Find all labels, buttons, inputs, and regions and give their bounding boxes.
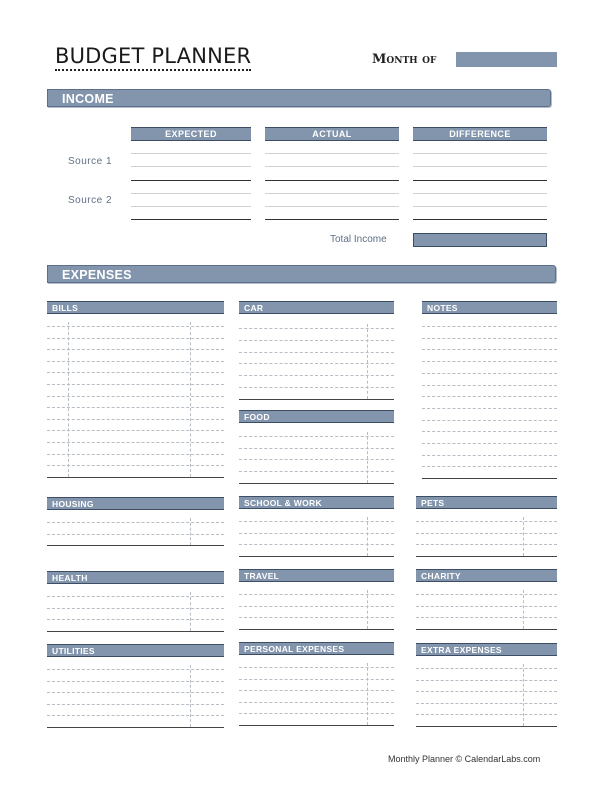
income-line — [131, 219, 251, 220]
ruled-line — [47, 396, 224, 397]
total-income-field[interactable] — [413, 233, 547, 247]
column-divider — [367, 517, 368, 556]
column-divider — [190, 665, 191, 727]
ruled-line — [422, 385, 557, 386]
ruled-line — [47, 727, 224, 728]
ruled-line — [239, 667, 394, 668]
income-line — [131, 180, 251, 181]
ruled-line — [416, 629, 557, 630]
ruled-line — [47, 545, 224, 546]
ruled-line — [239, 483, 394, 484]
ruled-line — [422, 349, 557, 350]
ruled-line — [239, 448, 394, 449]
income-line — [413, 166, 547, 167]
ruled-line — [47, 681, 224, 682]
ruled-line — [47, 338, 224, 339]
food-header: FOOD — [239, 410, 394, 423]
ruled-line — [47, 384, 224, 385]
total-income-label: Total Income — [330, 234, 387, 245]
source-1-label: Source 1 — [68, 156, 113, 167]
income-section-header: INCOME — [47, 89, 551, 107]
ruled-line — [47, 419, 224, 420]
pets-header: PETS — [416, 496, 557, 509]
ruled-line — [239, 436, 394, 437]
ruled-line — [416, 556, 557, 557]
travel-header: TRAVEL — [239, 569, 394, 582]
ruled-line — [239, 544, 394, 545]
ruled-line — [416, 680, 557, 681]
school-work-header: SCHOOL & WORK — [239, 496, 394, 509]
ruled-line — [239, 606, 394, 607]
column-divider — [190, 592, 191, 631]
ruled-line — [422, 338, 557, 339]
ruled-line — [239, 375, 394, 376]
ruled-line — [47, 522, 224, 523]
income-line — [131, 166, 251, 167]
ruled-line — [239, 679, 394, 680]
ruled-line — [47, 608, 224, 609]
ruled-line — [47, 669, 224, 670]
ruled-line — [239, 328, 394, 329]
ruled-line — [47, 407, 224, 408]
ruled-line — [239, 594, 394, 595]
ruled-line — [47, 349, 224, 350]
ruled-line — [239, 725, 394, 726]
income-line — [131, 153, 251, 154]
ruled-line — [47, 534, 224, 535]
column-divider — [190, 518, 191, 545]
ruled-line — [47, 596, 224, 597]
income-line — [413, 153, 547, 154]
column-divider — [523, 590, 524, 629]
month-field[interactable] — [456, 52, 557, 67]
health-header: HEALTH — [47, 571, 224, 584]
notes-header: NOTES — [422, 301, 557, 314]
ruled-line — [422, 326, 557, 327]
column-divider — [68, 322, 69, 477]
income-line — [131, 193, 251, 194]
difference-column-header: DIFFERENCE — [413, 127, 547, 141]
income-line — [413, 219, 547, 220]
ruled-line — [422, 396, 557, 397]
income-line — [413, 206, 547, 207]
column-divider — [367, 432, 368, 483]
ruled-line — [422, 455, 557, 456]
utilities-header: UTILITIES — [47, 644, 224, 657]
ruled-line — [239, 521, 394, 522]
ruled-line — [422, 373, 557, 374]
housing-header: HOUSING — [47, 497, 224, 510]
extra-expenses-header: EXTRA EXPENSES — [416, 643, 557, 656]
ruled-line — [47, 372, 224, 373]
ruled-line — [239, 387, 394, 388]
footer-credit: Monthly Planner © CalendarLabs.com — [388, 754, 541, 764]
ruled-line — [422, 408, 557, 409]
ruled-line — [239, 352, 394, 353]
ruled-line — [239, 363, 394, 364]
column-divider — [190, 322, 191, 477]
income-line — [265, 180, 399, 181]
income-line — [265, 153, 399, 154]
income-line — [131, 206, 251, 207]
ruled-line — [416, 617, 557, 618]
ruled-line — [239, 533, 394, 534]
ruled-line — [416, 691, 557, 692]
income-line — [265, 193, 399, 194]
ruled-line — [416, 714, 557, 715]
ruled-line — [239, 556, 394, 557]
ruled-line — [416, 668, 557, 669]
income-line — [413, 180, 547, 181]
expected-column-header: EXPECTED — [131, 127, 251, 141]
ruled-line — [47, 454, 224, 455]
ruled-line — [47, 442, 224, 443]
ruled-line — [422, 361, 557, 362]
ruled-line — [239, 399, 394, 400]
ruled-line — [47, 430, 224, 431]
income-line — [265, 219, 399, 220]
ruled-line — [422, 420, 557, 421]
car-header: CAR — [239, 301, 394, 314]
ruled-line — [416, 703, 557, 704]
ruled-line — [422, 431, 557, 432]
ruled-line — [47, 715, 224, 716]
ruled-line — [422, 443, 557, 444]
column-divider — [523, 517, 524, 556]
ruled-line — [416, 594, 557, 595]
expenses-section-header: EXPENSES — [47, 265, 556, 283]
ruled-line — [47, 477, 224, 478]
ruled-line — [416, 533, 557, 534]
ruled-line — [416, 521, 557, 522]
column-divider — [523, 664, 524, 726]
ruled-line — [47, 326, 224, 327]
ruled-line — [239, 471, 394, 472]
ruled-line — [47, 631, 224, 632]
ruled-line — [47, 692, 224, 693]
income-line — [265, 206, 399, 207]
charity-header: CHARITY — [416, 569, 557, 582]
ruled-line — [47, 465, 224, 466]
bills-header: BILLS — [47, 301, 224, 314]
ruled-line — [239, 690, 394, 691]
ruled-line — [239, 702, 394, 703]
column-divider — [367, 324, 368, 399]
ruled-line — [422, 478, 557, 479]
ruled-line — [239, 459, 394, 460]
ruled-line — [416, 726, 557, 727]
column-divider — [367, 590, 368, 629]
ruled-line — [239, 340, 394, 341]
ruled-line — [416, 606, 557, 607]
ruled-line — [47, 361, 224, 362]
income-line — [265, 166, 399, 167]
ruled-line — [239, 629, 394, 630]
ruled-line — [416, 544, 557, 545]
ruled-line — [239, 713, 394, 714]
ruled-line — [47, 704, 224, 705]
month-label: Month of — [372, 52, 437, 67]
personal-expenses-header: PERSONAL EXPENSES — [239, 642, 394, 655]
ruled-line — [47, 619, 224, 620]
ruled-line — [239, 617, 394, 618]
column-divider — [367, 663, 368, 725]
actual-column-header: ACTUAL — [265, 127, 399, 141]
ruled-line — [422, 466, 557, 467]
page-title: BUDGET PLANNER — [55, 44, 251, 71]
source-2-label: Source 2 — [68, 195, 113, 206]
income-line — [413, 193, 547, 194]
